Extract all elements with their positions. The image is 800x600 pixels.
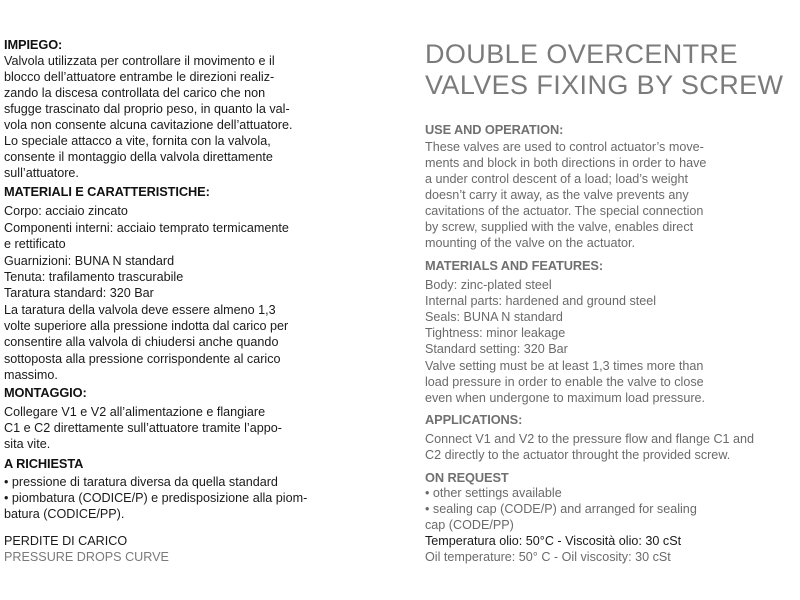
request-line-en: • other settings available <box>425 486 562 500</box>
usage-line-en: doesn’t carry it away, as the valve prevents any <box>425 188 689 202</box>
materials-line-it: volte superiore alla pressione indotta dal carico per <box>4 319 289 333</box>
usage-line-en: mounting of the valve on the actuator. <box>425 236 636 250</box>
request-line-it: • piombatura (CODICE/P) e predisposizione alla piom- <box>4 491 308 505</box>
usage-line-it: consente il montaggio della valvola direttamente <box>4 150 273 164</box>
oil-temperature-en: Oil temperature: 50° C - Oil viscosity: 30 cSt <box>425 550 671 564</box>
materials-line-en: Body: zinc-plated steel <box>425 278 552 292</box>
usage-line-it: vola non consente alcuna cavitazione dell’attuatore. <box>4 118 293 132</box>
materials-heading-en: MATERIALS AND FEATURES: <box>425 258 604 273</box>
mounting-line-it: Collegare V1 e V2 all’alimentazione e flangiare <box>4 405 266 419</box>
materials-line-it: Tenuta: trafilamento trascurabile <box>4 270 184 284</box>
usage-line-it: sfugge trascinato dal proprio peso, in quanto la val- <box>4 102 290 116</box>
oil-temperature-it: Temperatura olio: 50°C - Viscosità olio: 30 cSt <box>425 534 682 548</box>
applications-line-en: C2 directly to the actuator throught the provided screw. <box>425 448 731 462</box>
request-line-it: batura (CODICE/PP). <box>4 507 125 521</box>
materials-line-it: Corpo: acciaio zincato <box>4 204 128 218</box>
materials-heading-it: MATERIALI E CARATTERISTICHE: <box>4 184 210 199</box>
materials-line-it: Guarnizioni: BUNA N standard <box>4 254 175 268</box>
usage-line-en: These valves are used to control actuator’s move- <box>425 140 704 154</box>
usage-line-it: zando la discesa controllata del carico che non <box>4 86 266 100</box>
request-line-en: • sealing cap (CODE/P) and arranged for sealing <box>425 502 697 516</box>
materials-line-it: consentire alla valvola di chiudersi anche quando <box>4 335 279 349</box>
request-heading-en: ON REQUEST <box>425 470 509 485</box>
request-line-en: cap (CODE/PP) <box>425 518 514 532</box>
usage-line-it: Valvola utilizzata per controllare il movimento e il <box>4 54 275 68</box>
usage-line-it: Lo speciale attacco a vite, fornita con la valvola, <box>4 134 271 148</box>
materials-line-it: e rettificato <box>4 237 66 251</box>
mounting-heading-it: MONTAGGIO: <box>4 385 87 400</box>
usage-line-en: a under control descent of a load; load’s weight <box>425 172 689 186</box>
materials-line-en: Tightness: minor leakage <box>425 326 566 340</box>
mounting-line-it: sita vite. <box>4 437 51 451</box>
usage-line-en: cavitations of the actuator. The special connection <box>425 204 704 218</box>
materials-line-it: Taratura standard: 320 Bar <box>4 286 154 300</box>
usage-heading-en: USE AND OPERATION: <box>425 122 564 137</box>
materials-line-en: Valve setting must be at least 1,3 times more than <box>425 359 704 373</box>
pressure-drops-label-it: PERDITE DI CARICO <box>4 534 128 548</box>
materials-line-it: Componenti interni: acciaio temprato termicamente <box>4 221 289 235</box>
materials-line-en: load pressure in order to enable the valve to close <box>425 375 704 389</box>
materials-line-en: Standard setting: 320 Bar <box>425 342 568 356</box>
request-heading-it: A RICHIESTA <box>4 456 84 471</box>
materials-line-en: Seals: BUNA N standard <box>425 310 563 324</box>
materials-line-en: Internal parts: hardened and ground steel <box>425 294 657 308</box>
materials-line-it: massimo. <box>4 368 58 382</box>
usage-heading-it: IMPIEGO: <box>4 37 63 52</box>
usage-line-en: by screw, supplied with the valve, enables direct <box>425 220 694 234</box>
usage-line-it: sull’attuatore. <box>4 166 79 180</box>
applications-heading-en: APPLICATIONS: <box>425 412 523 427</box>
mounting-line-it: C1 e C2 direttamente sull’attuatore tramite l’appo- <box>4 421 282 435</box>
request-line-it: • pressione di taratura diversa da quella standard <box>4 475 278 489</box>
applications-line-en: Connect V1 and V2 to the pressure flow and flange C1 and <box>425 432 755 446</box>
usage-line-it: blocco dell’attuatore entrambe le direzioni realiz- <box>4 70 275 84</box>
materials-line-it: sottoposta alla pressione corrispondente al carico <box>4 352 281 366</box>
materials-line-it: La taratura della valvola deve essere almeno 1,3 <box>4 303 276 317</box>
page-title-line-2: VALVES FIXING BY SCREW <box>425 70 784 100</box>
materials-line-en: even when undergone to maximum load pressure. <box>425 391 706 405</box>
page-title-line-1: DOUBLE OVERCENTRE <box>425 39 738 69</box>
usage-line-en: ments and block in both directions in order to have <box>425 156 707 170</box>
pressure-drops-label-en: PRESSURE DROPS CURVE <box>4 550 169 564</box>
